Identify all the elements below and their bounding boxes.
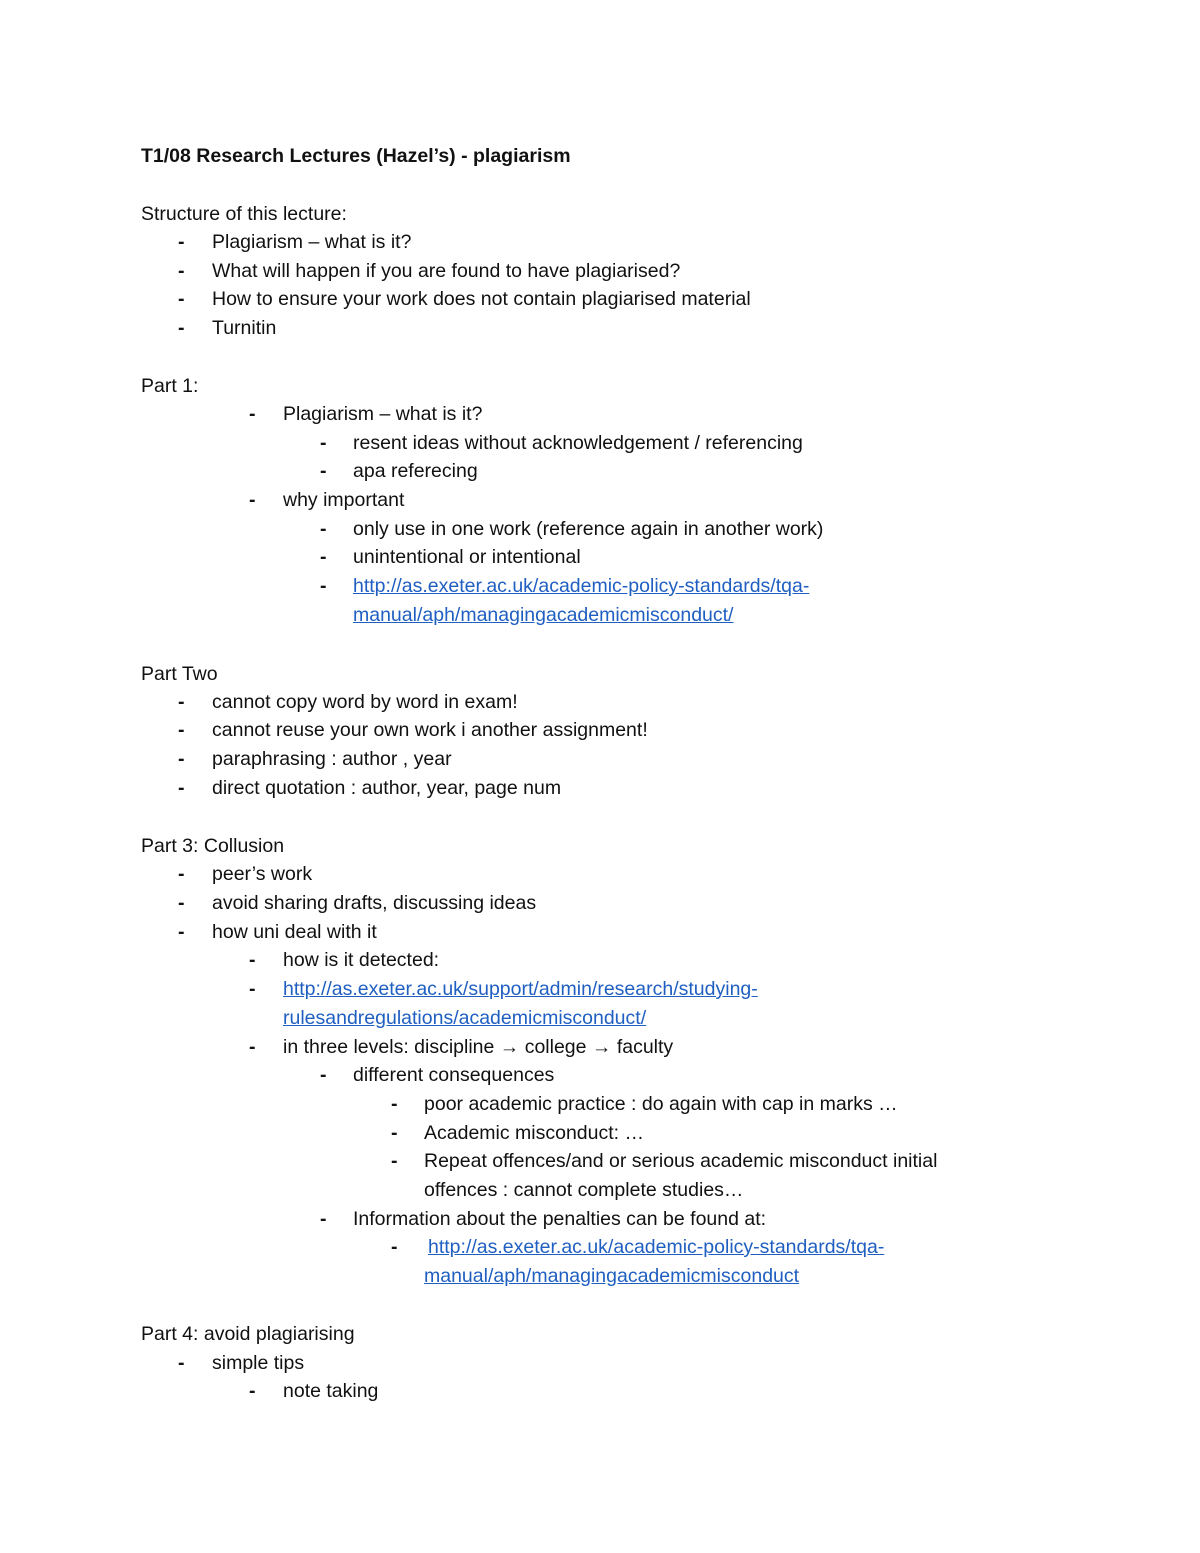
bullet-dash: - — [178, 231, 185, 253]
list-item-continued: offences : cannot complete studies… — [424, 1179, 744, 1201]
policy-link-line2[interactable] — [353, 601, 733, 629]
penalties-link-line1[interactable] — [428, 1233, 884, 1261]
bullet-dash: - — [178, 777, 185, 799]
bullet-dash: - — [178, 921, 185, 943]
list-item: how is it detected: — [283, 949, 440, 971]
list-item: Information about the penalties can be found at: — [353, 1208, 767, 1230]
studying-link-line1[interactable] — [283, 975, 758, 1003]
list-item: How to ensure your work does not contain plagiarised material — [212, 288, 751, 310]
bullet-dash: - — [320, 518, 327, 540]
list-item: why important — [283, 489, 405, 511]
list-item: peer’s work — [212, 863, 313, 885]
bullet-dash: - — [320, 1208, 327, 1230]
bullet-dash: - — [320, 575, 327, 597]
list-item: Academic misconduct: … — [424, 1122, 644, 1144]
bullet-dash: - — [249, 1380, 256, 1402]
policy-link-continued[interactable]: manual/aph/managingacademicmisconduct/ — [353, 604, 734, 626]
list-item: different consequences — [353, 1064, 555, 1086]
bullet-dash: - — [178, 719, 185, 741]
list-item: in three levels: discipline → college → faculty — [283, 1036, 674, 1058]
document-title: T1/08 Research Lectures (Hazel’s) - plagiarism — [141, 145, 571, 167]
list-item: resent ideas without acknowledgement / referencing — [353, 432, 803, 454]
penalties-link-continued[interactable]: manual/aph/managingacademicmisconduct — [424, 1265, 800, 1287]
list-item: Repeat offences/and or serious academic misconduct initial — [424, 1150, 938, 1172]
list-item: poor academic practice : do again with cap in marks … — [424, 1093, 898, 1115]
penalties-link-line2[interactable] — [424, 1262, 799, 1290]
bullet-dash: - — [320, 432, 327, 454]
list-item: direct quotation : author, year, page num — [212, 777, 562, 799]
bullet-dash: - — [249, 489, 256, 511]
bullet-dash: - — [249, 949, 256, 971]
bullet-dash: - — [178, 691, 185, 713]
list-item: Plagiarism – what is it? — [212, 231, 412, 253]
part1-heading: Part 1: — [141, 375, 199, 397]
list-item: unintentional or intentional — [353, 546, 581, 568]
bullet-dash: - — [391, 1236, 398, 1258]
bullet-dash: - — [249, 1036, 256, 1058]
studying-link-line2[interactable] — [283, 1004, 646, 1032]
bullet-dash: - — [178, 892, 185, 914]
list-item: What will happen if you are found to have plagiarised? — [212, 260, 681, 282]
list-item: avoid sharing drafts, discussing ideas — [212, 892, 537, 914]
part4-heading: Part 4: avoid plagiarising — [141, 1323, 355, 1345]
bullet-dash: - — [178, 317, 185, 339]
bullet-dash: - — [391, 1093, 398, 1115]
bullet-dash: - — [320, 460, 327, 482]
bullet-dash: - — [178, 748, 185, 770]
bullet-dash: - — [391, 1122, 398, 1144]
bullet-dash: - — [320, 1064, 327, 1086]
studying-rules-link[interactable]: http://as.exeter.ac.uk/support/admin/research/studying- — [283, 978, 758, 1000]
part3-heading: Part 3: Collusion — [141, 835, 285, 857]
list-item: cannot copy word by word in exam! — [212, 691, 518, 713]
list-item: Turnitin — [212, 317, 277, 339]
bullet-dash: - — [178, 288, 185, 310]
list-item: only use in one work (reference again in another work) — [353, 518, 824, 540]
studying-rules-link-continued[interactable]: rulesandregulations/academicmisconduct/ — [283, 1007, 647, 1029]
list-item: simple tips — [212, 1352, 305, 1374]
bullet-dash: - — [320, 546, 327, 568]
part2-heading: Part Two — [141, 663, 218, 685]
policy-link-line1[interactable] — [353, 572, 809, 600]
bullet-dash: - — [178, 260, 185, 282]
bullet-dash: - — [249, 978, 256, 1000]
list-item: Plagiarism – what is it? — [283, 403, 483, 425]
policy-link[interactable]: http://as.exeter.ac.uk/academic-policy-standards/tqa- — [353, 575, 810, 597]
bullet-dash: - — [249, 403, 256, 425]
list-item: how uni deal with it — [212, 921, 377, 943]
list-item: note taking — [283, 1380, 379, 1402]
bullet-dash: - — [391, 1150, 398, 1172]
bullet-dash: - — [178, 1352, 185, 1374]
list-item: cannot reuse your own work i another assignment! — [212, 719, 648, 741]
penalties-link[interactable]: http://as.exeter.ac.uk/academic-policy-standards/tqa- — [428, 1236, 885, 1258]
structure-heading: Structure of this lecture: — [141, 203, 347, 225]
list-item: paraphrasing : author , year — [212, 748, 452, 770]
bullet-dash: - — [178, 863, 185, 885]
list-item: apa referecing — [353, 460, 478, 482]
